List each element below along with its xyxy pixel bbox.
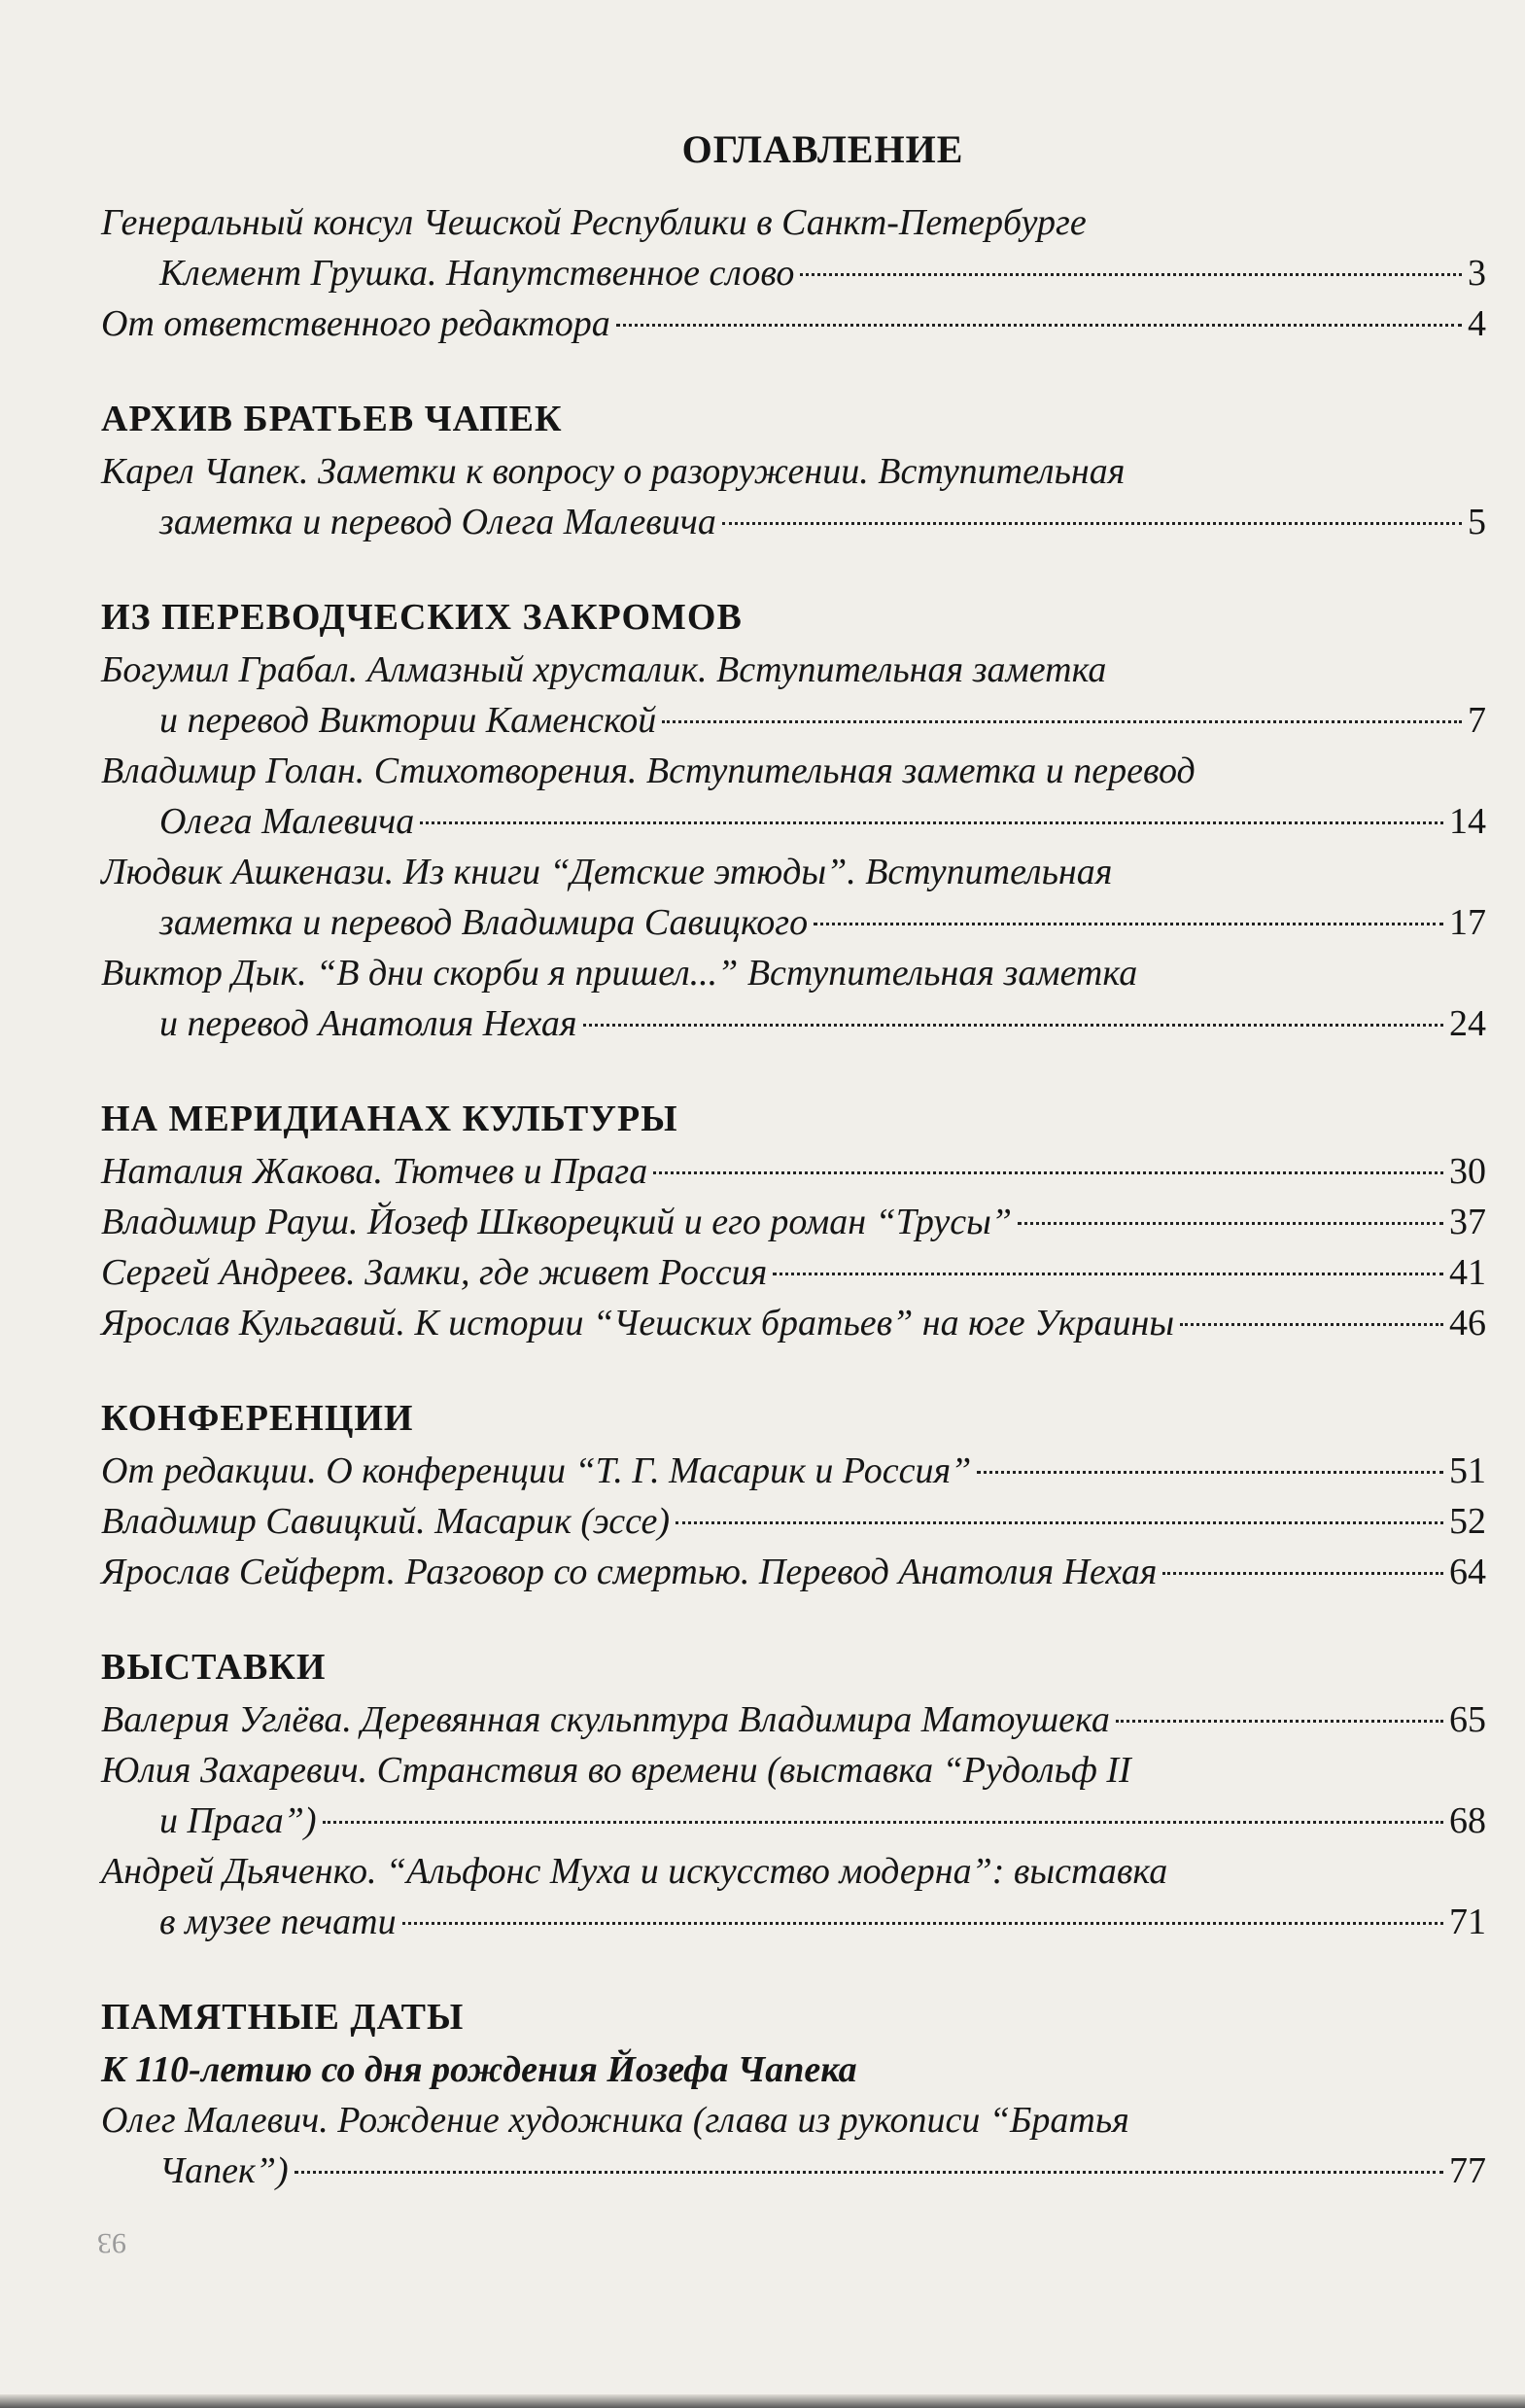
- dot-leader: [616, 324, 1462, 327]
- entry-line: Андрей Дьяченко. “Альфонс Муха и искусство модерна”: выставка: [101, 1851, 1168, 1892]
- entry-last-line: [101, 695, 1486, 746]
- entry-line: От ответственного редактора: [101, 303, 610, 344]
- toc-entry: [101, 1146, 1486, 1197]
- page-number: 7: [1468, 700, 1486, 741]
- toc-entry: [101, 746, 1486, 847]
- page-number: 5: [1468, 502, 1486, 542]
- entry-last-line: [101, 1496, 1486, 1547]
- toc-entry: [101, 1694, 1486, 1745]
- entry-last-line: [101, 497, 1486, 547]
- dot-leader: [662, 720, 1462, 723]
- entry-line: Олег Малевич. Рождение художника (глава из рукописи “Братья: [101, 2100, 1129, 2141]
- dot-leader: [773, 1273, 1443, 1275]
- toc-section: [101, 197, 1486, 349]
- entry-last-line: [101, 1446, 1486, 1496]
- page-number: 46: [1449, 1303, 1486, 1344]
- section-heading: ПАМЯТНЫЕ ДАТЫ: [101, 1997, 465, 2038]
- toc-entry: [101, 1496, 1486, 1547]
- entry-last-line: [101, 897, 1486, 948]
- toc-section: [101, 1094, 1486, 1348]
- entry-last-line: [101, 248, 1486, 298]
- entry-line: Валерия Углёва. Деревянная скульптура Владимира Матоушека: [101, 1699, 1110, 1740]
- dot-leader: [1180, 1323, 1443, 1326]
- bleed-through-page-number: 93: [97, 2227, 126, 2259]
- toc-entry: [101, 948, 1486, 1049]
- toc-section: [101, 592, 1486, 1049]
- toc-entry: [101, 2095, 1486, 2196]
- entry-last-line: [101, 1547, 1486, 1597]
- entry-last-line: [101, 1694, 1486, 1745]
- dot-leader: [722, 522, 1462, 525]
- entry-line: Олега Малевича: [159, 801, 415, 842]
- entry-line: заметка и перевод Олега Малевича: [159, 502, 716, 542]
- entry-line: Чапек”): [159, 2150, 289, 2191]
- table-of-contents: [101, 126, 1486, 2196]
- section-heading: ВЫСТАВКИ: [101, 1647, 327, 1688]
- page-number: 3: [1468, 253, 1486, 294]
- page-number: 41: [1449, 1252, 1486, 1293]
- dot-leader: [800, 273, 1462, 276]
- entry-last-line: [101, 1796, 1486, 1846]
- section-heading: АРХИВ БРАТЬЕВ ЧАПЕК: [101, 399, 563, 439]
- toc-entry: [101, 1298, 1486, 1348]
- entry-line: Виктор Дык. “В дни скорби я пришел...” Вступительная заметка: [101, 953, 1138, 994]
- toc-entry: [101, 298, 1486, 349]
- entry-line: Генеральный консул Чешской Республики в Санкт-Петербурге: [101, 202, 1087, 243]
- toc-entry: [101, 1547, 1486, 1597]
- entry-last-line: [101, 2146, 1486, 2196]
- toc-section: [101, 1992, 1486, 2196]
- toc-sections: [101, 197, 1486, 2196]
- entry-line: и перевод Анатолия Нехая: [159, 1003, 577, 1044]
- section-heading: КОНФЕРЕНЦИИ: [101, 1398, 414, 1439]
- entry-last-line: [101, 298, 1486, 349]
- page-number: 71: [1449, 1902, 1486, 1942]
- dot-leader: [323, 1821, 1443, 1824]
- entry-line: Владимир Голан. Стихотворения. Вступительная заметка и перевод: [101, 750, 1196, 791]
- entry-last-line: [101, 1298, 1486, 1348]
- dot-leader: [676, 1521, 1443, 1524]
- page-number: 14: [1449, 801, 1486, 842]
- page-number: 68: [1449, 1800, 1486, 1841]
- entry-last-line: [101, 1146, 1486, 1197]
- entry-line: заметка и перевод Владимира Савицкого: [159, 902, 809, 943]
- page-number: 30: [1449, 1151, 1486, 1192]
- dot-leader: [1162, 1572, 1443, 1575]
- toc-section: [101, 1642, 1486, 1947]
- toc-entry: [101, 847, 1486, 948]
- page-number: 17: [1449, 902, 1486, 943]
- entry-line: в музее печати: [159, 1902, 397, 1942]
- toc-entry: [101, 1745, 1486, 1846]
- toc-entry: [101, 446, 1486, 547]
- page-number: 77: [1449, 2150, 1486, 2191]
- page-number: 24: [1449, 1003, 1486, 1044]
- page-number: 4: [1468, 303, 1486, 344]
- page-number: 64: [1449, 1552, 1486, 1592]
- page-number: 52: [1449, 1501, 1486, 1542]
- entry-line: и перевод Виктории Каменской: [159, 700, 657, 741]
- page-number: 51: [1449, 1450, 1486, 1491]
- page-number: 37: [1449, 1202, 1486, 1242]
- dot-leader: [814, 923, 1443, 925]
- entry-last-line: [101, 998, 1486, 1049]
- entry-line: Клемент Грушка. Напутственное слово: [159, 253, 795, 294]
- entry-line: Ярослав Кульгавий. К истории “Чешских братьев” на юге Украины: [101, 1303, 1175, 1344]
- section-subheading: К 110-летию со дня рождения Йозефа Чапека: [101, 2049, 857, 2090]
- dot-leader: [1018, 1222, 1443, 1225]
- entry-last-line: [101, 1897, 1486, 1947]
- toc-entry: [101, 1197, 1486, 1247]
- dot-leader: [977, 1471, 1443, 1474]
- entry-line: и Прага”): [159, 1800, 317, 1841]
- entry-line: Наталия Жакова. Тютчев и Прага: [101, 1151, 648, 1192]
- entry-line: Богумил Грабал. Алмазный хрусталик. Вступительная заметка: [101, 649, 1107, 690]
- dot-leader: [583, 1024, 1443, 1027]
- entry-line: Юлия Захаревич. Странствия во времени (выставка “Рудольф II: [101, 1750, 1131, 1791]
- entry-line: Сергей Андреев. Замки, где живет Россия: [101, 1252, 768, 1293]
- toc-entry: [101, 1846, 1486, 1947]
- dot-leader: [1116, 1720, 1443, 1723]
- section-heading: ИЗ ПЕРЕВОДЧЕСКИХ ЗАКРОМОВ: [101, 597, 743, 638]
- entry-line: Владимир Савицкий. Масарик (эссе): [101, 1501, 671, 1542]
- entry-line: Ярослав Сейферт. Разговор со смертью. Перевод Анатолия Нехая: [101, 1552, 1158, 1592]
- dot-leader: [402, 1922, 1443, 1925]
- toc-entry: [101, 645, 1486, 746]
- toc-entry: [101, 1247, 1486, 1298]
- toc-entry: [101, 1446, 1486, 1496]
- entry-line: Карел Чапек. Заметки к вопросу о разоружении. Вступительная: [101, 451, 1126, 492]
- toc-section: [101, 394, 1486, 547]
- toc-section: [101, 1393, 1486, 1597]
- entry-line: От редакции. О конференции “Т. Г. Масарик и Россия”: [101, 1450, 972, 1491]
- toc-title: ОГЛАВЛЕНИЕ: [681, 127, 964, 171]
- dot-leader: [295, 2171, 1443, 2174]
- entry-last-line: [101, 1197, 1486, 1247]
- entry-line: Людвик Ашкенази. Из книги “Детские этюды”. Вступительная: [101, 852, 1113, 892]
- section-heading: НА МЕРИДИАНАХ КУЛЬТУРЫ: [101, 1099, 678, 1139]
- dot-leader: [420, 821, 1443, 824]
- page-number: 65: [1449, 1699, 1486, 1740]
- page-edge-shadow: [0, 2394, 1525, 2408]
- entry-last-line: [101, 1247, 1486, 1298]
- entry-line: Владимир Рауш. Йозеф Шкворецкий и его роман “Трусы”: [101, 1202, 1013, 1242]
- entry-last-line: [101, 796, 1486, 847]
- toc-entry: [101, 197, 1486, 298]
- dot-leader: [653, 1171, 1443, 1174]
